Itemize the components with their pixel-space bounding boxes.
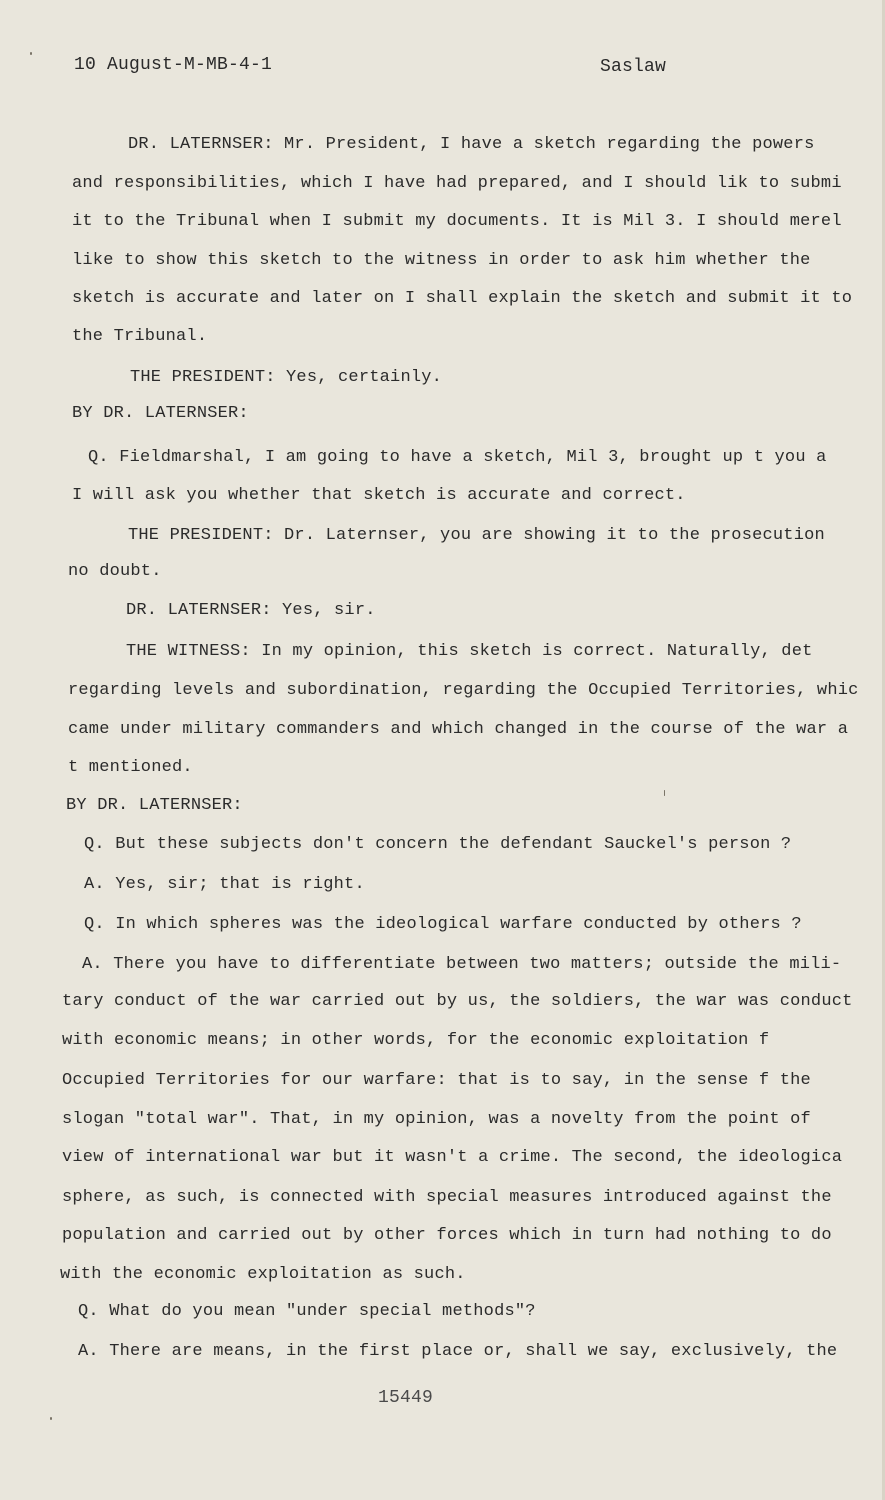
text-line: Q. Fieldmarshal, I am going to have a sketch, Mil 3, brought up t you a <box>88 448 827 467</box>
text-line: slogan "total war". That, in my opinion, was a novelty from the point of <box>62 1110 811 1129</box>
text-line: tary conduct of the war carried out by us, the soldiers, the war was conduct <box>62 992 853 1011</box>
header-reference: 10 August-M-MB-4-1 <box>74 55 273 75</box>
text-line: Occupied Territories for our warfare: that is to say, in the sense f the <box>62 1071 811 1090</box>
text-line: A. Yes, sir; that is right. <box>84 875 365 894</box>
text-line: no doubt. <box>68 562 162 581</box>
text-line: sketch is accurate and later on I shall explain the sketch and submit it to <box>72 289 853 308</box>
text-line: sphere, as such, is connected with special measures introduced against the <box>62 1188 832 1207</box>
text-line: Q. But these subjects don't concern the defendant Sauckel's person ? <box>84 835 792 854</box>
text-line: Q. In which spheres was the ideological warfare conducted by others ? <box>84 915 802 934</box>
text-line: BY DR. LATERNSER: <box>66 796 243 815</box>
text-line: I will ask you whether that sketch is accurate and correct. <box>72 486 686 505</box>
text-line: population and carried out by other forces which in turn had nothing to do <box>62 1226 832 1245</box>
text-line: view of international war but it wasn't a crime. The second, the ideologica <box>62 1148 843 1167</box>
text-line: regarding levels and subordination, regarding the Occupied Territories, whic <box>68 681 859 700</box>
text-line: like to show this sketch to the witness in order to ask him whether the <box>72 251 811 270</box>
text-line: the Tribunal. <box>72 327 208 346</box>
text-line: A. There you have to differentiate between two matters; outside the mili- <box>82 955 842 974</box>
header-reporter: Saslaw <box>600 57 667 77</box>
text-line: THE PRESIDENT: Yes, certainly. <box>130 368 443 387</box>
text-line: with economic means; in other words, for the economic exploitation f <box>62 1031 770 1050</box>
text-line: BY DR. LATERNSER: <box>72 404 249 423</box>
text-line: Q. What do you mean "under special methods"? <box>78 1302 536 1321</box>
paper-speck <box>664 790 665 796</box>
text-line: and responsibilities, which I have had prepared, and I should lik to submi <box>72 174 842 193</box>
text-line: with the economic exploitation as such. <box>60 1265 466 1284</box>
text-line: DR. LATERNSER: Yes, sir. <box>126 601 376 620</box>
paper-speck <box>30 52 32 55</box>
page-number: 15449 <box>378 1388 434 1408</box>
text-line: came under military commanders and which changed in the course of the war a <box>68 720 849 739</box>
text-line: t mentioned. <box>68 758 193 777</box>
text-line: A. There are means, in the first place or, shall we say, exclusively, the <box>78 1342 838 1361</box>
text-line: THE WITNESS: In my opinion, this sketch is correct. Naturally, det <box>126 642 813 661</box>
text-line: THE PRESIDENT: Dr. Laternser, you are showing it to the prosecution <box>128 526 825 545</box>
text-line: it to the Tribunal when I submit my documents. It is Mil 3. I should merel <box>72 212 842 231</box>
paper-speck <box>50 1417 52 1420</box>
text-line: DR. LATERNSER: Mr. President, I have a sketch regarding the powers <box>128 135 815 154</box>
